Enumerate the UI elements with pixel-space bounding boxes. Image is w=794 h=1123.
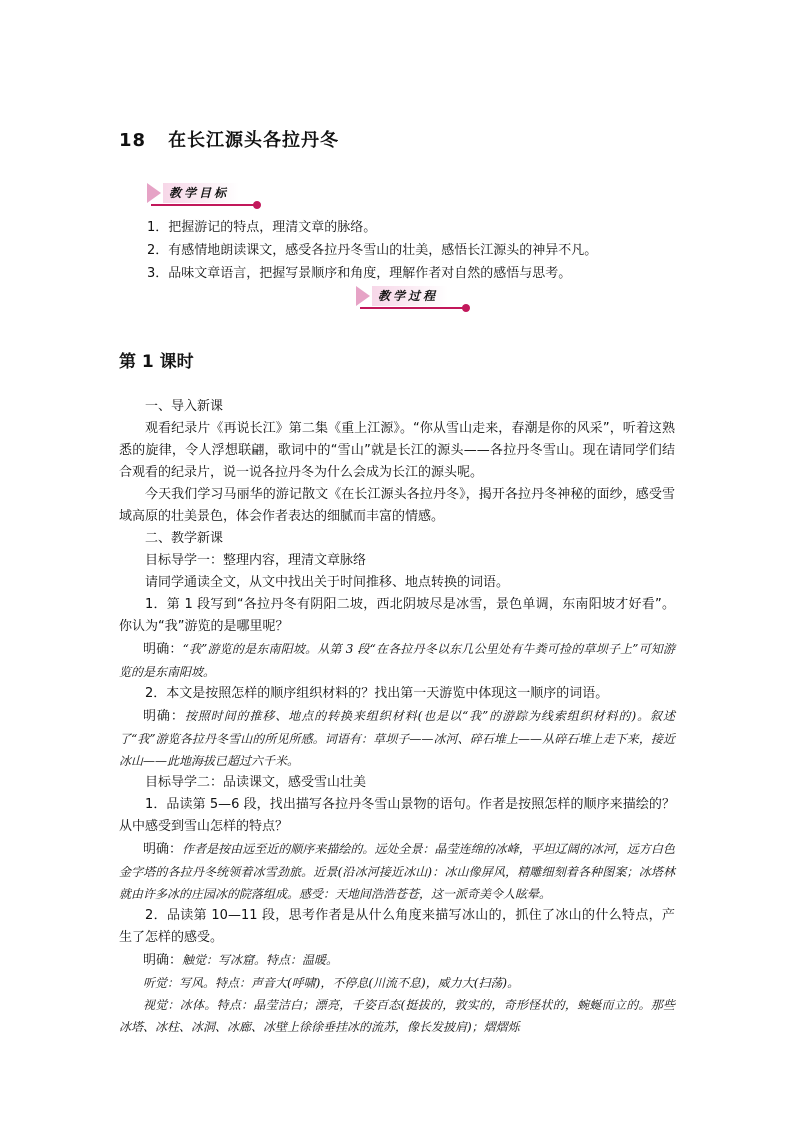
teaching-goals-banner	[147, 183, 257, 203]
section-heading: 一、导入新课	[145, 399, 224, 414]
section-heading: 二、教学新课	[145, 531, 224, 546]
banner-label: 教学目标	[163, 183, 239, 203]
answer-text: 触觉：写冰窟。特点：温暖。	[182, 953, 339, 967]
answer	[119, 838, 675, 905]
answer-label: 明确：	[143, 709, 185, 724]
answer-text: “我”游览的是东南阳坡。从第 3 段“在各拉丹冬以东几公里处有牛粪可捡的草坝子上”可知游览的是东南阳坡。	[119, 642, 675, 679]
banner-label: 教学过程	[372, 286, 448, 306]
goal-item: 3．品味文章语言，把握写景顺序和角度，理解作者对自然的感悟与思考。	[147, 266, 572, 281]
answer-line: 视觉：冰体。特点：晶莹洁白；漂亮，千姿百态(挺拔的，敦实的，奇形怪状的，蜿蜒而立的。那些冰塔、冰柱、冰洞、冰廊、冰壁上徐徐垂挂冰的流苏，像长发披肩)；熠熠烁	[119, 998, 675, 1034]
banner-triangle-icon	[356, 286, 370, 306]
objective-heading: 目标导学二：品读课文，感受雪山壮美	[145, 775, 367, 790]
answer-text: 按照时间的推移、地点的转换来组织材料(也是以“我”的游踪为线索组织材料的)。叙述了“我”游览各拉丹冬雪山的所见所感。词语有：草坝子——冰河、碎石堆上——从碎石堆上走下来，接近冰山——此地海拔已超过六千米。	[119, 709, 675, 768]
objective-heading: 目标导学一：整理内容，理清文章脉络	[145, 553, 367, 568]
answer-line: 听觉：写风。特点：声音大(呼啸)，不停息(川流不息)，威力大(扫荡)。	[143, 976, 520, 990]
paragraph: 今天我们学习马丽华的游记散文《在长江源头各拉丹冬》，揭开各拉丹冬神秘的面纱，感受雪域高原的壮美景色，体会作者表达的细腻而丰富的情感。	[119, 487, 675, 524]
lesson-number: 18	[119, 130, 147, 151]
answer-label: 明确：	[143, 642, 183, 657]
teaching-goals-list	[147, 216, 597, 285]
paragraph: 观看纪录片《再说长江》第二集《重上江源》。“你从雪山走来，春潮是你的风采”，听着这熟悉的旋律，令人浮想联翩，歌词中的“雪山”就是长江的源头——各拉丹冬雪山。现在请同学们结合观看的纪录片，说一说各拉丹冬为什么会成为长江的源头呢。	[119, 421, 675, 480]
question: 2．品读第 10—11 段，思考作者是从什么角度来描写冰山的，抓住了冰山的什么特点，产生了怎样的感受。	[119, 908, 675, 945]
banner-dot-icon	[462, 304, 470, 312]
lesson-title-text: 在长江源头各拉丹冬	[168, 130, 340, 151]
lesson-title	[119, 126, 339, 152]
goal-item: 2．有感情地朗读课文，感受各拉丹冬雪山的壮美，感悟长江源头的神异不凡。	[147, 243, 598, 258]
answer	[119, 705, 675, 772]
answer	[119, 638, 675, 683]
paragraph: 请同学通读全文，从文中找出关于时间推移、地点转换的词语。	[145, 575, 510, 590]
teaching-process-banner	[356, 286, 466, 306]
answer-label: 明确：	[143, 953, 183, 968]
goal-item: 1．把握游记的特点，理清文章的脉络。	[147, 220, 377, 235]
banner-triangle-icon	[147, 183, 161, 203]
question: 1．品读第 5—6 段，找出描写各拉丹冬雪山景物的语句。作者是按照怎样的顺序来描绘的？从中感受到雪山怎样的特点？	[119, 797, 675, 834]
answer-text: 作者是按由远至近的顺序来描绘的。远处全景：晶莹连绵的冰峰，平坦辽阔的冰河，远方白色金字塔的各拉丹冬统领着冰雪劲旅。近景(沿冰河接近冰山)：冰山像屏风，精雕细刻着各种图案；冰塔林就由许多冰的庄园冰的院落组成。感受：天地间浩浩苍苍，这一派奇美令人眩晕。	[119, 842, 675, 901]
question: 2．本文是按照怎样的顺序组织材料的？找出第一天游览中体现这一顺序的词语。	[145, 686, 609, 701]
answer-label: 明确：	[143, 842, 183, 857]
answer	[119, 949, 675, 972]
question: 1．第 1 段写到“各拉丹冬有阴阳二坡，西北阴坡尽是冰雪，景色单调，东南阳坡才好看”。你认为“我”游览的是哪里呢？	[119, 597, 675, 634]
period-heading: 第 1 课时	[119, 352, 194, 372]
banner-dot-icon	[253, 201, 261, 209]
lesson-body	[119, 396, 675, 1038]
banner-underline	[151, 204, 257, 206]
banner-underline	[360, 307, 466, 309]
